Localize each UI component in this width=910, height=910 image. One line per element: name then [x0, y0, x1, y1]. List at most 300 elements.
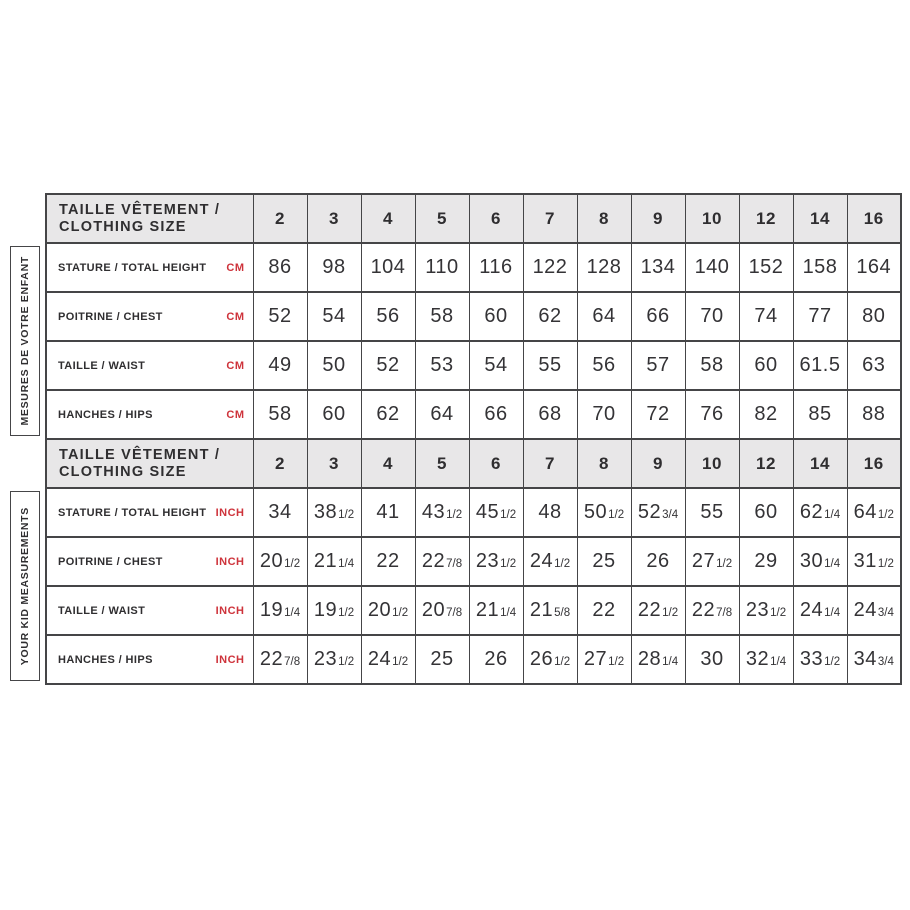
measurement-label-cell — [46, 341, 253, 390]
measurement-value: 60 — [754, 354, 778, 376]
measurement-value-cell — [361, 292, 415, 341]
measurement-value: 26 — [484, 648, 508, 670]
measurement-row — [46, 292, 901, 341]
measurement-value: 34 — [268, 501, 292, 523]
measurement-value-cell — [577, 390, 631, 439]
measurement-value: 25 — [430, 648, 454, 670]
measurement-value-cell — [523, 537, 577, 586]
measurement-value: 215/8 — [529, 599, 571, 621]
measurement-value: 60 — [754, 501, 778, 523]
measurement-value-cell — [739, 292, 793, 341]
measurement-row — [46, 341, 901, 390]
size-value: 5 — [437, 453, 447, 473]
measurement-value-cell — [793, 390, 847, 439]
fraction-part: 1/2 — [662, 607, 679, 619]
measurement-label-inner — [47, 507, 253, 519]
size-value: 3 — [329, 208, 339, 228]
size-value: 8 — [599, 453, 609, 473]
measurement-label-cell — [46, 243, 253, 292]
size-column-header — [793, 439, 847, 488]
measurement-value: 211/4 — [475, 599, 517, 621]
measurement-value: 22 — [592, 599, 616, 621]
fraction-part: 1/2 — [392, 656, 409, 668]
measurement-value-cell — [415, 537, 469, 586]
measurement-value-cell — [685, 390, 739, 439]
side-label-inch: YOUR KID MEASUREMENTS — [19, 506, 31, 666]
measurement-label: TAILLE / WAIST — [58, 359, 146, 372]
measurement-value-cell — [307, 243, 361, 292]
measurement-value: 281/4 — [637, 648, 679, 670]
measurement-value: 621/4 — [799, 501, 841, 523]
fraction-part: 3/4 — [877, 656, 894, 668]
measurement-value-cell — [847, 292, 901, 341]
measurement-value-cell — [631, 537, 685, 586]
measurement-value-cell — [307, 586, 361, 635]
size-column-header — [631, 194, 685, 243]
measurement-row — [46, 586, 901, 635]
measurement-value: 128 — [586, 256, 622, 278]
measurement-value-cell — [739, 390, 793, 439]
measurement-value: 60 — [484, 305, 508, 327]
measurement-value-cell — [685, 243, 739, 292]
size-column-header — [361, 194, 415, 243]
side-label-cm-box — [10, 246, 40, 436]
clothing-size-header-cell — [46, 194, 253, 243]
fraction-part: 1/2 — [338, 509, 355, 521]
measurement-value: 56 — [376, 305, 400, 327]
measurement-value: 62 — [538, 305, 562, 327]
measurement-value-cell — [415, 341, 469, 390]
size-value: 7 — [545, 453, 555, 473]
measurement-value: 241/2 — [367, 648, 409, 670]
measurement-value-cell — [523, 488, 577, 537]
measurement-value-cell — [739, 243, 793, 292]
measurement-value-cell — [631, 341, 685, 390]
fraction-part: 1/2 — [877, 509, 894, 521]
size-column-header — [793, 194, 847, 243]
unit-label: INCH — [215, 555, 245, 568]
measurement-value: 60 — [322, 403, 346, 425]
measurement-value: 261/2 — [529, 648, 571, 670]
measurement-label-inner — [47, 556, 253, 568]
measurement-value-cell — [253, 488, 307, 537]
measurement-value-cell — [631, 635, 685, 684]
fraction-part: 1/2 — [770, 607, 787, 619]
measurement-value-cell — [469, 635, 523, 684]
measurement-value-cell — [631, 243, 685, 292]
size-value: 12 — [756, 208, 776, 228]
measurement-value-cell — [847, 243, 901, 292]
measurement-value-cell — [415, 243, 469, 292]
measurement-value: 221/2 — [637, 599, 679, 621]
size-chart-table — [45, 193, 902, 685]
measurement-value: 201/2 — [259, 550, 301, 572]
size-value: 10 — [702, 453, 722, 473]
measurement-value-cell — [847, 537, 901, 586]
measurement-label-inner — [47, 360, 253, 372]
measurement-label: TAILLE / WAIST — [58, 604, 146, 617]
measurement-value: 64 — [592, 305, 616, 327]
measurement-label: POITRINE / CHEST — [58, 310, 163, 323]
measurement-label-inner — [47, 262, 253, 274]
fraction-part: 1/2 — [608, 509, 625, 521]
measurement-value-cell — [253, 243, 307, 292]
unit-label: INCH — [215, 653, 245, 666]
fraction-part: 7/8 — [284, 656, 301, 668]
measurement-value: 523/4 — [637, 501, 679, 523]
measurement-value: 227/8 — [691, 599, 733, 621]
measurement-value: 76 — [700, 403, 724, 425]
measurement-value: 211/4 — [313, 550, 355, 572]
size-header-line1: TAILLE VÊTEMENT / — [59, 446, 221, 463]
size-column-header — [469, 194, 523, 243]
fraction-part: 1/2 — [608, 656, 625, 668]
measurement-value: 501/2 — [583, 501, 625, 523]
fraction-part: 1/4 — [824, 509, 841, 521]
size-column-header — [685, 194, 739, 243]
measurement-value: 70 — [700, 305, 724, 327]
unit-label: INCH — [215, 604, 245, 617]
measurement-value-cell — [739, 586, 793, 635]
measurement-value-cell — [793, 243, 847, 292]
measurement-value: 57 — [646, 354, 670, 376]
measurement-value-cell — [415, 390, 469, 439]
measurement-value: 55 — [538, 354, 562, 376]
size-column-header — [685, 439, 739, 488]
measurement-value-cell — [253, 537, 307, 586]
fraction-part: 1/2 — [338, 656, 355, 668]
measurement-value-cell — [577, 292, 631, 341]
measurement-value-cell — [253, 292, 307, 341]
clothing-size-header-cell — [46, 439, 253, 488]
fraction-part: 7/8 — [446, 607, 463, 619]
size-value: 6 — [491, 208, 501, 228]
fraction-part: 1/4 — [662, 656, 679, 668]
measurement-row — [46, 537, 901, 586]
measurement-value-cell — [685, 586, 739, 635]
measurement-value-cell — [523, 635, 577, 684]
measurement-label-inner — [47, 311, 253, 323]
size-column-header — [847, 439, 901, 488]
measurement-value: 22 — [376, 550, 400, 572]
size-value: 16 — [863, 453, 884, 473]
measurement-value-cell — [469, 292, 523, 341]
measurement-value-cell — [793, 488, 847, 537]
measurement-value-cell — [847, 390, 901, 439]
measurement-value: 271/2 — [691, 550, 733, 572]
fraction-part: 1/2 — [554, 656, 571, 668]
measurement-value: 53 — [430, 354, 454, 376]
measurement-row — [46, 243, 901, 292]
measurement-label-cell — [46, 292, 253, 341]
measurement-value: 58 — [430, 305, 454, 327]
size-value: 9 — [653, 208, 663, 228]
measurement-value: 331/2 — [799, 648, 841, 670]
fraction-part: 1/4 — [500, 607, 517, 619]
measurement-value: 301/4 — [799, 550, 841, 572]
measurement-value-cell — [793, 635, 847, 684]
measurement-value-cell — [469, 390, 523, 439]
measurement-value-cell — [577, 586, 631, 635]
fraction-part: 7/8 — [446, 558, 463, 570]
size-column-header — [307, 194, 361, 243]
measurement-value: 58 — [268, 403, 292, 425]
measurement-value-cell — [739, 635, 793, 684]
measurement-value-cell — [361, 537, 415, 586]
size-column-header — [307, 439, 361, 488]
measurement-value-cell — [253, 635, 307, 684]
measurement-value-cell — [847, 635, 901, 684]
measurement-value-cell — [415, 488, 469, 537]
measurement-value: 227/8 — [421, 550, 463, 572]
measurement-value-cell — [577, 537, 631, 586]
measurement-value-cell — [361, 341, 415, 390]
measurement-value: 104 — [370, 256, 406, 278]
measurement-value: 241/2 — [529, 550, 571, 572]
fraction-part: 1/4 — [770, 656, 787, 668]
size-column-header — [523, 439, 577, 488]
unit-label: CM — [226, 310, 245, 323]
measurement-value-cell — [307, 635, 361, 684]
measurement-value: 48 — [538, 501, 562, 523]
fraction-part: 1/2 — [338, 607, 355, 619]
measurement-value-cell — [253, 390, 307, 439]
measurement-value-cell — [523, 390, 577, 439]
measurement-value: 29 — [754, 550, 778, 572]
measurement-value-cell — [307, 341, 361, 390]
measurement-row — [46, 390, 901, 439]
measurement-value: 321/4 — [745, 648, 787, 670]
measurement-value-cell — [253, 586, 307, 635]
measurement-value-cell — [685, 537, 739, 586]
fraction-part: 7/8 — [716, 607, 733, 619]
size-value: 14 — [810, 208, 830, 228]
size-column-header — [847, 194, 901, 243]
measurement-label: STATURE / TOTAL HEIGHT — [58, 261, 207, 274]
unit-label: CM — [226, 408, 245, 421]
measurement-label: STATURE / TOTAL HEIGHT — [58, 506, 207, 519]
measurement-label-cell — [46, 586, 253, 635]
measurement-label-inner — [47, 654, 253, 666]
measurement-value: 50 — [322, 354, 346, 376]
size-value: 4 — [383, 208, 393, 228]
size-column-header — [253, 439, 307, 488]
size-column-header — [415, 194, 469, 243]
measurement-value-cell — [361, 243, 415, 292]
measurement-value-cell — [469, 488, 523, 537]
measurement-label-cell — [46, 390, 253, 439]
measurement-value: 201/2 — [367, 599, 409, 621]
measurement-label: HANCHES / HIPS — [58, 653, 153, 666]
measurement-value-cell — [307, 488, 361, 537]
measurement-value-cell — [793, 292, 847, 341]
measurement-value: 68 — [538, 403, 562, 425]
measurement-value-cell — [253, 341, 307, 390]
measurement-value-cell — [415, 635, 469, 684]
measurement-value-cell — [307, 292, 361, 341]
measurement-value: 98 — [322, 256, 346, 278]
measurement-value-cell — [577, 635, 631, 684]
measurement-value: 54 — [322, 305, 346, 327]
measurement-value-cell — [793, 586, 847, 635]
size-header-line1: TAILLE VÊTEMENT / — [59, 201, 221, 218]
measurement-value: 641/2 — [853, 501, 894, 523]
measurement-value: 66 — [484, 403, 508, 425]
measurement-value: 52 — [268, 305, 292, 327]
measurement-value-cell — [847, 341, 901, 390]
measurement-value: 134 — [640, 256, 676, 278]
measurement-value: 122 — [532, 256, 568, 278]
fraction-part: 3/4 — [662, 509, 679, 521]
size-header-row — [46, 439, 901, 488]
unit-label: CM — [226, 359, 245, 372]
measurement-label: POITRINE / CHEST — [58, 555, 163, 568]
size-value: 10 — [702, 208, 722, 228]
measurement-value-cell — [415, 586, 469, 635]
fraction-part: 1/2 — [446, 509, 463, 521]
size-value: 8 — [599, 208, 609, 228]
measurement-value: 164 — [856, 256, 892, 278]
measurement-value: 26 — [646, 550, 670, 572]
measurement-value: 66 — [646, 305, 670, 327]
fraction-part: 1/2 — [500, 558, 517, 570]
measurement-value: 86 — [268, 256, 292, 278]
unit-label: INCH — [215, 506, 245, 519]
size-value: 2 — [275, 453, 285, 473]
size-header-row — [46, 194, 901, 243]
size-value: 2 — [275, 208, 285, 228]
measurement-value-cell — [469, 537, 523, 586]
measurement-value: 63 — [862, 354, 886, 376]
measurement-value-cell — [307, 537, 361, 586]
fraction-part: 1/4 — [338, 558, 355, 570]
fraction-part: 1/2 — [500, 509, 517, 521]
measurement-value: 70 — [592, 403, 616, 425]
measurement-value: 227/8 — [259, 648, 301, 670]
measurement-value-cell — [469, 586, 523, 635]
measurement-value: 241/4 — [799, 599, 841, 621]
size-value: 4 — [383, 453, 393, 473]
measurement-value-cell — [361, 390, 415, 439]
size-value: 3 — [329, 453, 339, 473]
measurement-label-inner — [47, 605, 253, 617]
measurement-value-cell — [685, 488, 739, 537]
measurement-value: 431/2 — [421, 501, 463, 523]
measurement-value: 82 — [754, 403, 778, 425]
measurement-value: 231/2 — [313, 648, 355, 670]
measurement-value: 243/4 — [853, 599, 894, 621]
size-value: 16 — [863, 208, 884, 228]
measurement-label-cell — [46, 488, 253, 537]
size-value: 7 — [545, 208, 555, 228]
measurement-value: 271/2 — [583, 648, 625, 670]
fraction-part: 1/2 — [554, 558, 571, 570]
measurement-value-cell — [847, 586, 901, 635]
size-value: 5 — [437, 208, 447, 228]
measurement-value: 231/2 — [745, 599, 787, 621]
fraction-part: 5/8 — [554, 607, 571, 619]
measurement-value-cell — [469, 243, 523, 292]
measurement-label-cell — [46, 537, 253, 586]
measurement-value: 85 — [808, 403, 832, 425]
fraction-part: 1/4 — [284, 607, 301, 619]
measurement-value: 61.5 — [799, 354, 841, 376]
measurement-value-cell — [523, 243, 577, 292]
measurement-value-cell — [631, 390, 685, 439]
measurement-value: 116 — [479, 256, 513, 278]
size-column-header — [739, 194, 793, 243]
size-column-header — [415, 439, 469, 488]
measurement-value: 72 — [646, 403, 670, 425]
measurement-value: 58 — [700, 354, 724, 376]
fraction-part: 1/4 — [824, 607, 841, 619]
size-column-header — [739, 439, 793, 488]
measurement-value: 77 — [808, 305, 832, 327]
measurement-value: 311/2 — [853, 550, 894, 572]
measurement-value-cell — [577, 243, 631, 292]
size-value: 6 — [491, 453, 501, 473]
size-column-header — [631, 439, 685, 488]
measurement-value: 158 — [802, 256, 838, 278]
measurement-value-cell — [361, 635, 415, 684]
measurement-label: HANCHES / HIPS — [58, 408, 153, 421]
measurement-value: 41 — [376, 501, 400, 523]
size-value: 12 — [756, 453, 776, 473]
side-label-inch-box — [10, 491, 40, 681]
fraction-part: 1/2 — [284, 558, 301, 570]
measurement-value: 191/2 — [313, 599, 355, 621]
measurement-value: 191/4 — [259, 599, 301, 621]
clothing-size-header-label — [47, 202, 253, 236]
size-column-header — [253, 194, 307, 243]
measurement-value-cell — [685, 292, 739, 341]
measurement-row — [46, 488, 901, 537]
measurement-value: 207/8 — [421, 599, 463, 621]
clothing-size-header-label — [47, 447, 253, 481]
measurement-value-cell — [415, 292, 469, 341]
fraction-part: 3/4 — [877, 607, 894, 619]
size-header-line2: CLOTHING SIZE — [59, 218, 187, 235]
measurement-row — [46, 635, 901, 684]
measurement-value: 381/2 — [313, 501, 355, 523]
measurement-value: 152 — [748, 256, 784, 278]
measurement-value-cell — [361, 488, 415, 537]
measurement-value: 54 — [484, 354, 508, 376]
measurement-value-cell — [631, 292, 685, 341]
fraction-part: 1/2 — [716, 558, 733, 570]
fraction-part: 1/4 — [824, 558, 841, 570]
measurement-value: 64 — [430, 403, 454, 425]
measurement-value-cell — [631, 488, 685, 537]
measurement-value: 49 — [268, 354, 292, 376]
measurement-label-inner — [47, 409, 253, 421]
measurement-value: 30 — [700, 648, 724, 670]
measurement-value-cell — [523, 341, 577, 390]
measurement-value-cell — [577, 341, 631, 390]
measurement-value: 140 — [694, 256, 730, 278]
measurement-value-cell — [523, 586, 577, 635]
measurement-value: 231/2 — [475, 550, 517, 572]
fraction-part: 1/2 — [824, 656, 841, 668]
measurement-value: 62 — [376, 403, 400, 425]
fraction-part: 1/2 — [392, 607, 409, 619]
size-column-header — [577, 439, 631, 488]
size-value: 14 — [810, 453, 830, 473]
measurement-value-cell — [577, 488, 631, 537]
measurement-value-cell — [793, 537, 847, 586]
measurement-value-cell — [739, 341, 793, 390]
measurement-value-cell — [523, 292, 577, 341]
